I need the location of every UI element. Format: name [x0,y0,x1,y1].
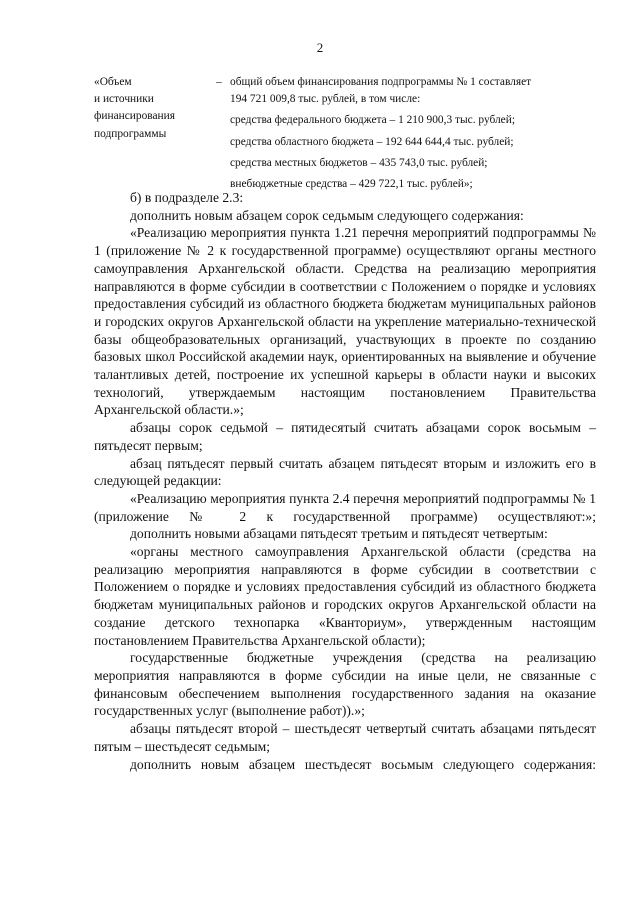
paragraph-quote-2-4: «Реализацию мероприятия пункта 2.4 перечня мероприятий подпрограммы № 1 (приложение № 2 к государственной программе) осуществляют:»; [94,490,596,524]
passport-value [230,74,564,193]
paragraph-quote-1-21: «Реализацию мероприятия пункта 1.21 перечня мероприятий подпрограммы № 1 (приложение № 2 к государственной программе) осуществляют органы местного самоуправления Архангельской области. Средства на реализацию мероприятия направляются в форме субсидии в соответствии с Положением о порядке и условиях предоставления субсидий из областного бюджета бюджетам муниципальных районов и городских округов Архангельской области на укрепление материально-технической базы общеобразовательных организаций, участвующих в проекте по созданию базовых школ Российской академии наук, ориентированных на выявление и обучение талантливых детей, построение их успешной карьеры в области науки и высоких технологий, утверждаемым настоящим постановлением Правительства Архангельской области.»; [94,225,596,418]
passport-value-line: средства областного бюджета – 192 644 644,4 тыс. рублей; [230,135,514,148]
paragraph-renumber-51: абзац пятьдесят первый считать абзацем пятьдесят вторым и изложить его в следующей редакции: [94,455,596,489]
paragraph-subsection: б) в подразделе 2.3: [130,190,244,205]
passport-value-line: 194 721 009,8 тыс. рублей, в том числе: [230,93,421,106]
paragraph-instruction-68: дополнить новым абзацем шестьдесят восьмым следующего содержания: [130,756,596,772]
paragraph-instruction-53-54: дополнить новыми абзацами пятьдесят третьим и пятьдесят четвертым: [130,526,548,542]
passport-dash: – [216,76,222,88]
passport-value-line: внебюджетные средства – 429 722,1 тыс. рублей»; [230,178,473,191]
passport-label [94,74,214,143]
passport-value-line: средства федерального бюджета – 1 210 900,3 тыс. рублей; [230,114,516,127]
paragraph-renumber-52-64: абзацы пятьдесят второй – шестьдесят четвертый считать абзацами пятьдесят пятым – шестьдесят седьмым; [94,721,596,754]
document-body [94,189,596,773]
passport-label-line: «Объем [94,76,132,88]
passport-label-line: и источники [94,93,154,106]
paragraph-quote-local-government: «органы местного самоуправления Архангельской области (средства на реализацию мероприятия направляются в форме субсидии в соответствии с Положением о порядке и условиях предоставления субсидий из областного бюджета бюджетам муниципальных районов и городских округов Архангельской области на создание детского технопарка «Кванториум», утвержденным настоящим постановлением Правительства Архангельской области); [94,544,596,648]
paragraph-renumber: абзацы сорок седьмой – пятидесятый считать абзацами сорок восьмым – пятьдесят первым; [94,420,596,453]
page-number: 2 [316,40,324,55]
passport-value-line: средства местных бюджетов – 435 743,0 тыс. рублей; [230,156,488,169]
paragraph-quote-budget-institutions: государственные бюджетные учреждения (средства на реализацию мероприятия направляются в форме субсидии на иные цели, не связанные с финансовым обеспечением выполнения государственного задания на оказание государственных услуг (выполнение работ)).»; [94,650,596,719]
passport-label-line: финансирования [94,110,175,123]
passport-label-line: подпрограммы [94,127,167,140]
paragraph-instruction: дополнить новым абзацем сорок седьмым следующего содержания: [130,207,524,223]
passport-value-line: общий объем финансирования подпрограммы № 1 составляет [230,76,532,88]
